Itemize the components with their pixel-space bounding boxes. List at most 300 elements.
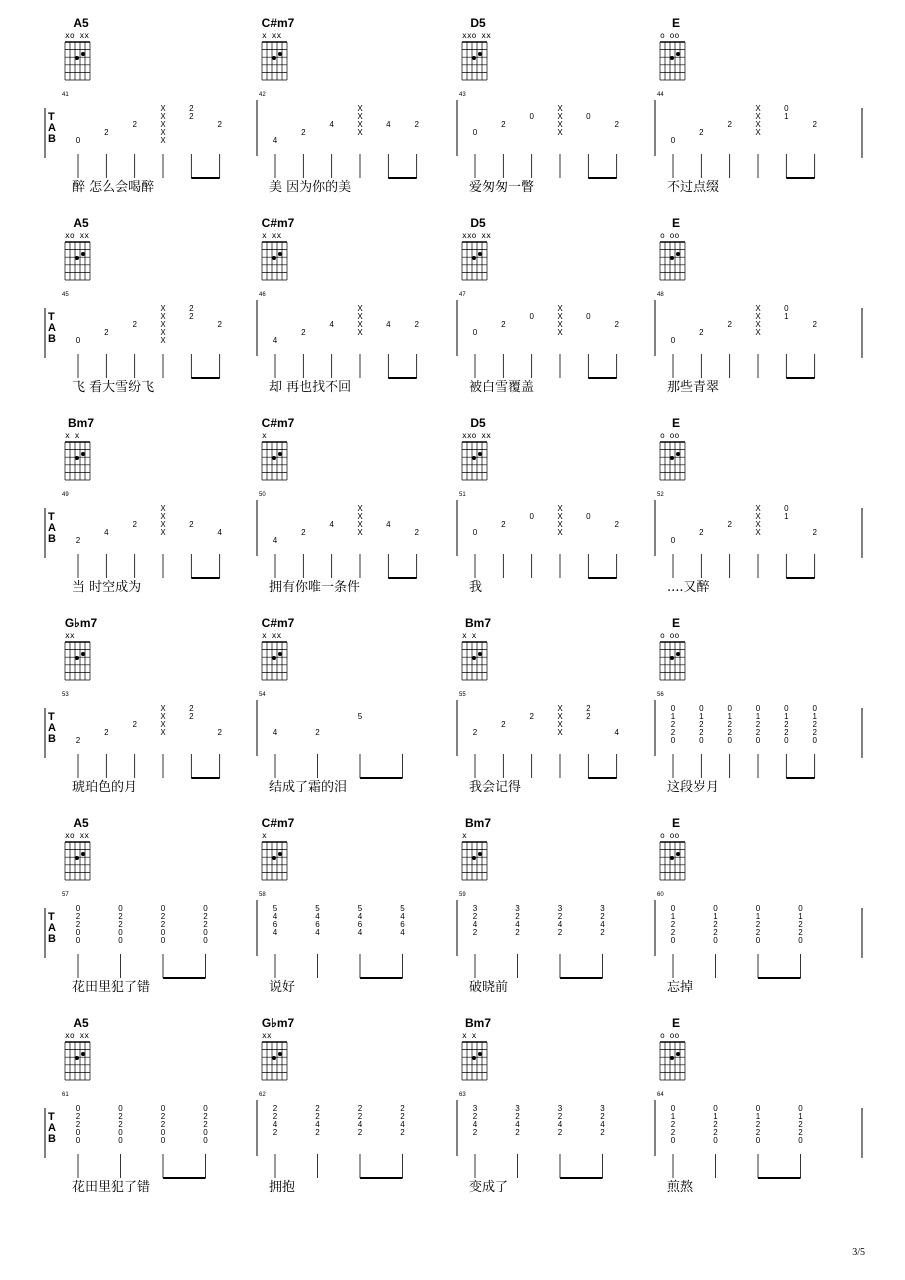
fret-number: 0	[755, 904, 761, 913]
fret-number: 2	[727, 120, 732, 129]
chord-diagram	[65, 16, 90, 80]
tab-clef-letter: A	[48, 522, 56, 534]
chord-markers: xxo xx	[462, 431, 491, 440]
fret-number: 2	[217, 120, 222, 129]
chord-diagram	[262, 16, 295, 80]
fret-number: 2	[301, 528, 306, 537]
fret-number: 2	[600, 912, 605, 921]
system-6	[45, 1016, 862, 1195]
measure-number: 47	[459, 292, 466, 298]
fret-number: 2	[132, 720, 137, 729]
fret-number: 2	[755, 728, 761, 737]
chord-markers: xxo xx	[462, 231, 491, 240]
fret-number: 4	[515, 920, 520, 929]
measure-number: 54	[259, 692, 266, 698]
fret-number: 2	[357, 1128, 363, 1137]
fret-number: 2	[670, 728, 676, 737]
fret-number: 1	[798, 1112, 803, 1121]
measure-47	[457, 292, 619, 395]
fret-number: 2	[203, 1120, 208, 1129]
chord-diagram	[660, 16, 685, 80]
fret-number: X	[557, 720, 563, 729]
fret-number: 2	[614, 520, 619, 529]
fret-number: 5	[357, 904, 363, 913]
system-4	[45, 616, 862, 795]
chord-name: E	[671, 1016, 681, 1030]
chord-diagram	[660, 1016, 685, 1080]
fret-number: X	[755, 112, 761, 121]
fret-number: 0	[160, 1128, 166, 1137]
chord-markers: x xx	[262, 231, 282, 240]
fret-number: 3	[557, 1104, 563, 1113]
chord-dot	[272, 56, 276, 60]
fret-number: X	[160, 728, 166, 737]
fret-number: 2	[160, 1112, 166, 1121]
fret-number: 4	[315, 1120, 320, 1129]
fret-number: X	[160, 304, 166, 313]
chord-markers: o oo	[660, 831, 680, 840]
fret-number: 0	[713, 1136, 718, 1145]
fret-number: 5	[357, 712, 363, 721]
fret-number: 0	[75, 904, 81, 913]
measure-50	[257, 492, 419, 595]
fret-number: 0	[699, 736, 704, 745]
fret-number: 0	[75, 336, 81, 345]
fret-number: 2	[315, 1128, 320, 1137]
fret-number: 0	[670, 536, 676, 545]
fret-number: 2	[118, 912, 123, 921]
chord-dot	[272, 256, 276, 260]
fret-number: X	[357, 512, 363, 521]
fret-number: 4	[614, 728, 619, 737]
tab-clef-letter: B	[48, 1133, 56, 1145]
fret-number: 4	[400, 912, 405, 921]
fret-number: 2	[586, 704, 591, 713]
lyric-line: 煎熬	[667, 1180, 694, 1195]
fret-number: 1	[784, 312, 789, 321]
chord-markers: xx	[262, 1031, 272, 1040]
fret-number: X	[160, 704, 166, 713]
measure-41	[62, 92, 222, 195]
chord-dot	[478, 52, 482, 56]
fret-number: 2	[414, 528, 419, 537]
system-5	[45, 816, 862, 995]
fret-number: 2	[400, 1128, 405, 1137]
fret-number: 2	[160, 1120, 166, 1129]
fret-number: 0	[529, 512, 534, 521]
fret-number: 2	[75, 736, 81, 745]
fret-number: 2	[189, 520, 194, 529]
fret-number: 2	[118, 1112, 123, 1121]
fret-number: 0	[472, 328, 478, 337]
fret-number: 2	[515, 912, 520, 921]
chord-name: C#m7	[261, 616, 295, 630]
measure-54	[257, 692, 403, 795]
fret-number: 0	[160, 1104, 166, 1113]
fret-number: 0	[118, 1128, 123, 1137]
measure-number: 42	[259, 92, 266, 98]
chord-dot	[81, 652, 85, 656]
tab-clef-letter: B	[48, 733, 56, 745]
chord-name: C#m7	[261, 416, 295, 430]
fret-number: 2	[118, 1120, 123, 1129]
lyric-line: 忘掉	[667, 980, 694, 995]
fret-number: 2	[104, 328, 109, 337]
measure-44	[655, 92, 817, 195]
fret-number: 2	[713, 1128, 718, 1137]
chord-dot	[472, 1056, 476, 1060]
fret-number: 0	[75, 136, 81, 145]
fret-number: 2	[75, 920, 81, 929]
chord-diagram	[660, 216, 685, 280]
fret-number: X	[557, 512, 563, 521]
fret-number: 4	[357, 912, 363, 921]
chord-name: Bm7	[464, 616, 492, 630]
fret-number: 0	[586, 312, 591, 321]
fret-number: 2	[755, 1120, 761, 1129]
fret-number: 1	[798, 912, 803, 921]
fret-number: 2	[557, 1128, 563, 1137]
chord-markers: x	[462, 831, 467, 840]
chord-dot	[676, 1052, 680, 1056]
fret-number: 2	[315, 1104, 320, 1113]
lyric-line: 醉 怎么会喝醉	[72, 180, 155, 195]
fret-number: 0	[755, 1104, 761, 1113]
lyric-line: ....又醉	[667, 580, 710, 595]
lyric-line: 拥抱	[269, 1180, 296, 1195]
fret-number: X	[357, 328, 363, 337]
fret-number: 2	[217, 320, 222, 329]
fret-number: 2	[670, 928, 676, 937]
tab-clef-letter: T	[48, 911, 55, 923]
fret-number: 2	[501, 320, 506, 329]
fret-number: X	[357, 520, 363, 529]
fret-number: 0	[160, 936, 166, 945]
fret-number: 1	[699, 712, 704, 721]
fret-number: 2	[727, 720, 732, 729]
lyric-line: 当 时空成为	[72, 580, 142, 595]
fret-number: 2	[600, 1112, 605, 1121]
fret-number: 2	[515, 928, 520, 937]
fret-number: 0	[586, 112, 591, 121]
measure-60	[655, 892, 803, 995]
chord-diagram	[65, 416, 94, 480]
tab-clef-letter: T	[48, 311, 55, 323]
chord-diagram	[65, 816, 90, 880]
fret-number: 2	[699, 328, 704, 337]
fret-number: 4	[217, 528, 222, 537]
fret-number: 4	[329, 120, 334, 129]
fret-number: 2	[472, 1128, 478, 1137]
fret-number: 0	[118, 936, 123, 945]
measure-number: 59	[459, 892, 466, 898]
fret-number: 4	[329, 320, 334, 329]
fret-number: 2	[301, 328, 306, 337]
measure-62	[257, 1092, 405, 1195]
fret-number: 4	[272, 912, 278, 921]
fret-number: 0	[784, 304, 789, 313]
fret-number: X	[160, 520, 166, 529]
fret-number: 2	[315, 728, 320, 737]
chord-diagram	[660, 616, 685, 680]
lyric-line: 变成了	[469, 1180, 509, 1195]
fret-number: 0	[798, 904, 803, 913]
fret-number: 5	[272, 904, 278, 913]
fret-number: X	[160, 712, 166, 721]
chord-diagram	[65, 216, 90, 280]
fret-number: 2	[798, 1128, 803, 1137]
fret-number: X	[357, 304, 363, 313]
fret-number: 0	[670, 736, 676, 745]
chord-diagram	[462, 1016, 491, 1080]
tab-clef-letter: A	[48, 322, 56, 334]
chord-name: Bm7	[464, 1016, 492, 1030]
chord-dot	[278, 1052, 282, 1056]
measure-56	[655, 692, 817, 795]
chord-diagram	[262, 216, 295, 280]
fret-number: 2	[104, 128, 109, 137]
measure-61	[62, 1092, 208, 1195]
tab-clef-letter: T	[48, 111, 55, 123]
fret-number: 2	[75, 536, 81, 545]
measure-number: 58	[259, 892, 266, 898]
fret-number: X	[160, 336, 166, 345]
measure-number: 61	[62, 1092, 69, 1098]
tab-clef-letter: B	[48, 133, 56, 145]
chord-diagram	[262, 416, 295, 480]
fret-number: 2	[784, 720, 789, 729]
chord-dot	[75, 656, 79, 660]
fret-number: 2	[315, 1112, 320, 1121]
chord-dot	[472, 856, 476, 860]
chord-dot	[670, 656, 674, 660]
fret-number: 0	[755, 936, 761, 945]
fret-number: X	[557, 712, 563, 721]
fret-number: X	[755, 520, 761, 529]
lyric-line: 结成了霜的泪	[269, 780, 348, 795]
fret-number: X	[160, 512, 166, 521]
fret-number: 0	[755, 1136, 761, 1145]
chord-markers: x	[262, 431, 267, 440]
measure-number: 55	[459, 692, 466, 698]
fret-number: 2	[203, 912, 208, 921]
chord-dot	[278, 652, 282, 656]
chord-name: D5	[470, 16, 486, 30]
fret-number: 0	[699, 704, 704, 713]
fret-number: 2	[414, 320, 419, 329]
fret-number: 4	[386, 520, 391, 529]
fret-number: 2	[812, 728, 817, 737]
tab-clef-letter: A	[48, 122, 56, 134]
chord-name: D5	[470, 216, 486, 230]
fret-number: 0	[75, 928, 81, 937]
fret-number: 0	[472, 128, 478, 137]
fret-number: 2	[472, 728, 478, 737]
fret-number: X	[160, 112, 166, 121]
chord-dot	[676, 52, 680, 56]
chord-dot	[676, 452, 680, 456]
measure-number: 45	[62, 292, 69, 298]
chord-name: Bm7	[464, 816, 492, 830]
chord-name: E	[671, 416, 681, 430]
fret-number: X	[755, 312, 761, 321]
fret-number: 0	[203, 936, 208, 945]
fret-number: 2	[189, 104, 194, 113]
fret-number: X	[755, 104, 761, 113]
chord-dot	[676, 252, 680, 256]
measure-63	[457, 1092, 605, 1195]
chord-dot	[278, 252, 282, 256]
system-2	[45, 216, 862, 395]
fret-number: 2	[75, 1120, 81, 1129]
fret-number: 4	[272, 1120, 278, 1129]
chord-diagram	[462, 16, 491, 80]
fret-number: 1	[755, 712, 761, 721]
fret-number: 6	[315, 920, 320, 929]
tab-clef-letter: B	[48, 333, 56, 345]
fret-number: 0	[713, 1104, 718, 1113]
measure-53	[62, 692, 222, 795]
measure-number: 56	[657, 692, 664, 698]
fret-number: 0	[784, 504, 789, 513]
measure-52	[655, 492, 817, 595]
chord-diagram	[462, 216, 491, 280]
page-number: 3/5	[852, 1247, 865, 1258]
chord-dot	[676, 652, 680, 656]
fret-number: 2	[203, 920, 208, 929]
fret-number: 2	[713, 920, 718, 929]
fret-number: X	[557, 728, 563, 737]
fret-number: 4	[386, 120, 391, 129]
chord-diagram	[65, 616, 98, 680]
fret-number: 2	[784, 728, 789, 737]
tab-clef-letter: T	[48, 511, 55, 523]
fret-number: 0	[75, 936, 81, 945]
fret-number: 0	[784, 704, 789, 713]
measure-43	[457, 92, 619, 195]
fret-number: 2	[557, 928, 563, 937]
fret-number: 0	[812, 704, 817, 713]
chord-dot	[81, 852, 85, 856]
fret-number: 2	[203, 1112, 208, 1121]
fret-number: 1	[670, 1112, 676, 1121]
measure-number: 46	[259, 292, 266, 298]
tab-clef-letter: A	[48, 1122, 56, 1134]
fret-number: 2	[670, 1120, 676, 1129]
fret-number: 2	[472, 912, 478, 921]
fret-number: X	[755, 528, 761, 537]
fret-number: 0	[118, 928, 123, 937]
fret-number: 2	[755, 720, 761, 729]
fret-number: 0	[670, 1136, 676, 1145]
measure-57	[62, 892, 208, 995]
fret-number: X	[557, 112, 563, 121]
fret-number: 2	[614, 320, 619, 329]
measure-number: 53	[62, 692, 69, 698]
fret-number: X	[160, 720, 166, 729]
measure-42	[257, 92, 419, 195]
fret-number: 4	[315, 928, 320, 937]
chord-name: E	[671, 216, 681, 230]
fret-number: 2	[713, 1120, 718, 1129]
tab-clef-letter: T	[48, 1111, 55, 1123]
fret-number: 2	[189, 704, 194, 713]
fret-number: 0	[670, 904, 676, 913]
fret-number: X	[557, 312, 563, 321]
fret-number: 2	[812, 120, 817, 129]
fret-number: 2	[699, 528, 704, 537]
chord-dot	[278, 852, 282, 856]
fret-number: 2	[699, 728, 704, 737]
fret-number: 0	[755, 704, 761, 713]
chord-name: A5	[73, 816, 89, 830]
fret-number: X	[557, 104, 563, 113]
fret-number: 1	[784, 712, 789, 721]
fret-number: 0	[670, 704, 676, 713]
chord-name: E	[671, 616, 681, 630]
fret-number: 0	[203, 1104, 208, 1113]
lyric-line: 爱匆匆一瞥	[469, 180, 535, 195]
chord-dot	[478, 1052, 482, 1056]
measure-51	[457, 492, 619, 595]
lyric-line: 被白雪覆盖	[469, 380, 535, 395]
fret-number: 2	[699, 720, 704, 729]
fret-number: X	[557, 304, 563, 313]
fret-number: 2	[501, 120, 506, 129]
fret-number: 3	[472, 1104, 478, 1113]
measure-46	[257, 292, 419, 395]
fret-number: X	[557, 320, 563, 329]
fret-number: 2	[755, 920, 761, 929]
fret-number: 1	[727, 712, 732, 721]
fret-number: X	[357, 104, 363, 113]
fret-number: 0	[713, 904, 718, 913]
fret-number: X	[557, 504, 563, 513]
fret-number: 0	[784, 104, 789, 113]
measure-number: 44	[657, 92, 664, 98]
fret-number: 2	[104, 728, 109, 737]
fret-number: 1	[784, 512, 789, 521]
fret-number: X	[160, 128, 166, 137]
chord-dot	[81, 252, 85, 256]
fret-number: 4	[386, 320, 391, 329]
fret-number: 2	[755, 1128, 761, 1137]
fret-number: 0	[798, 1104, 803, 1113]
fret-number: 2	[515, 1112, 520, 1121]
chord-name: G♭m7	[261, 1016, 295, 1030]
fret-number: X	[755, 512, 761, 521]
chord-dot	[670, 456, 674, 460]
measure-64	[655, 1092, 803, 1195]
fret-number: 0	[784, 736, 789, 745]
lyric-line: 我会记得	[469, 780, 522, 795]
fret-number: 4	[315, 912, 320, 921]
fret-number: X	[160, 120, 166, 129]
chord-dot	[272, 856, 276, 860]
fret-number: 4	[472, 1120, 478, 1129]
chord-markers: o oo	[660, 431, 680, 440]
fret-number: X	[557, 528, 563, 537]
fret-number: X	[160, 104, 166, 113]
tab-clef-letter: T	[48, 711, 55, 723]
fret-number: 1	[755, 912, 761, 921]
fret-number: 2	[755, 928, 761, 937]
fret-number: 3	[515, 904, 520, 913]
chord-name: A5	[73, 16, 89, 30]
fret-number: 0	[160, 928, 166, 937]
measure-number: 52	[657, 492, 664, 498]
lyric-line: 美 因为你的美	[269, 180, 352, 195]
